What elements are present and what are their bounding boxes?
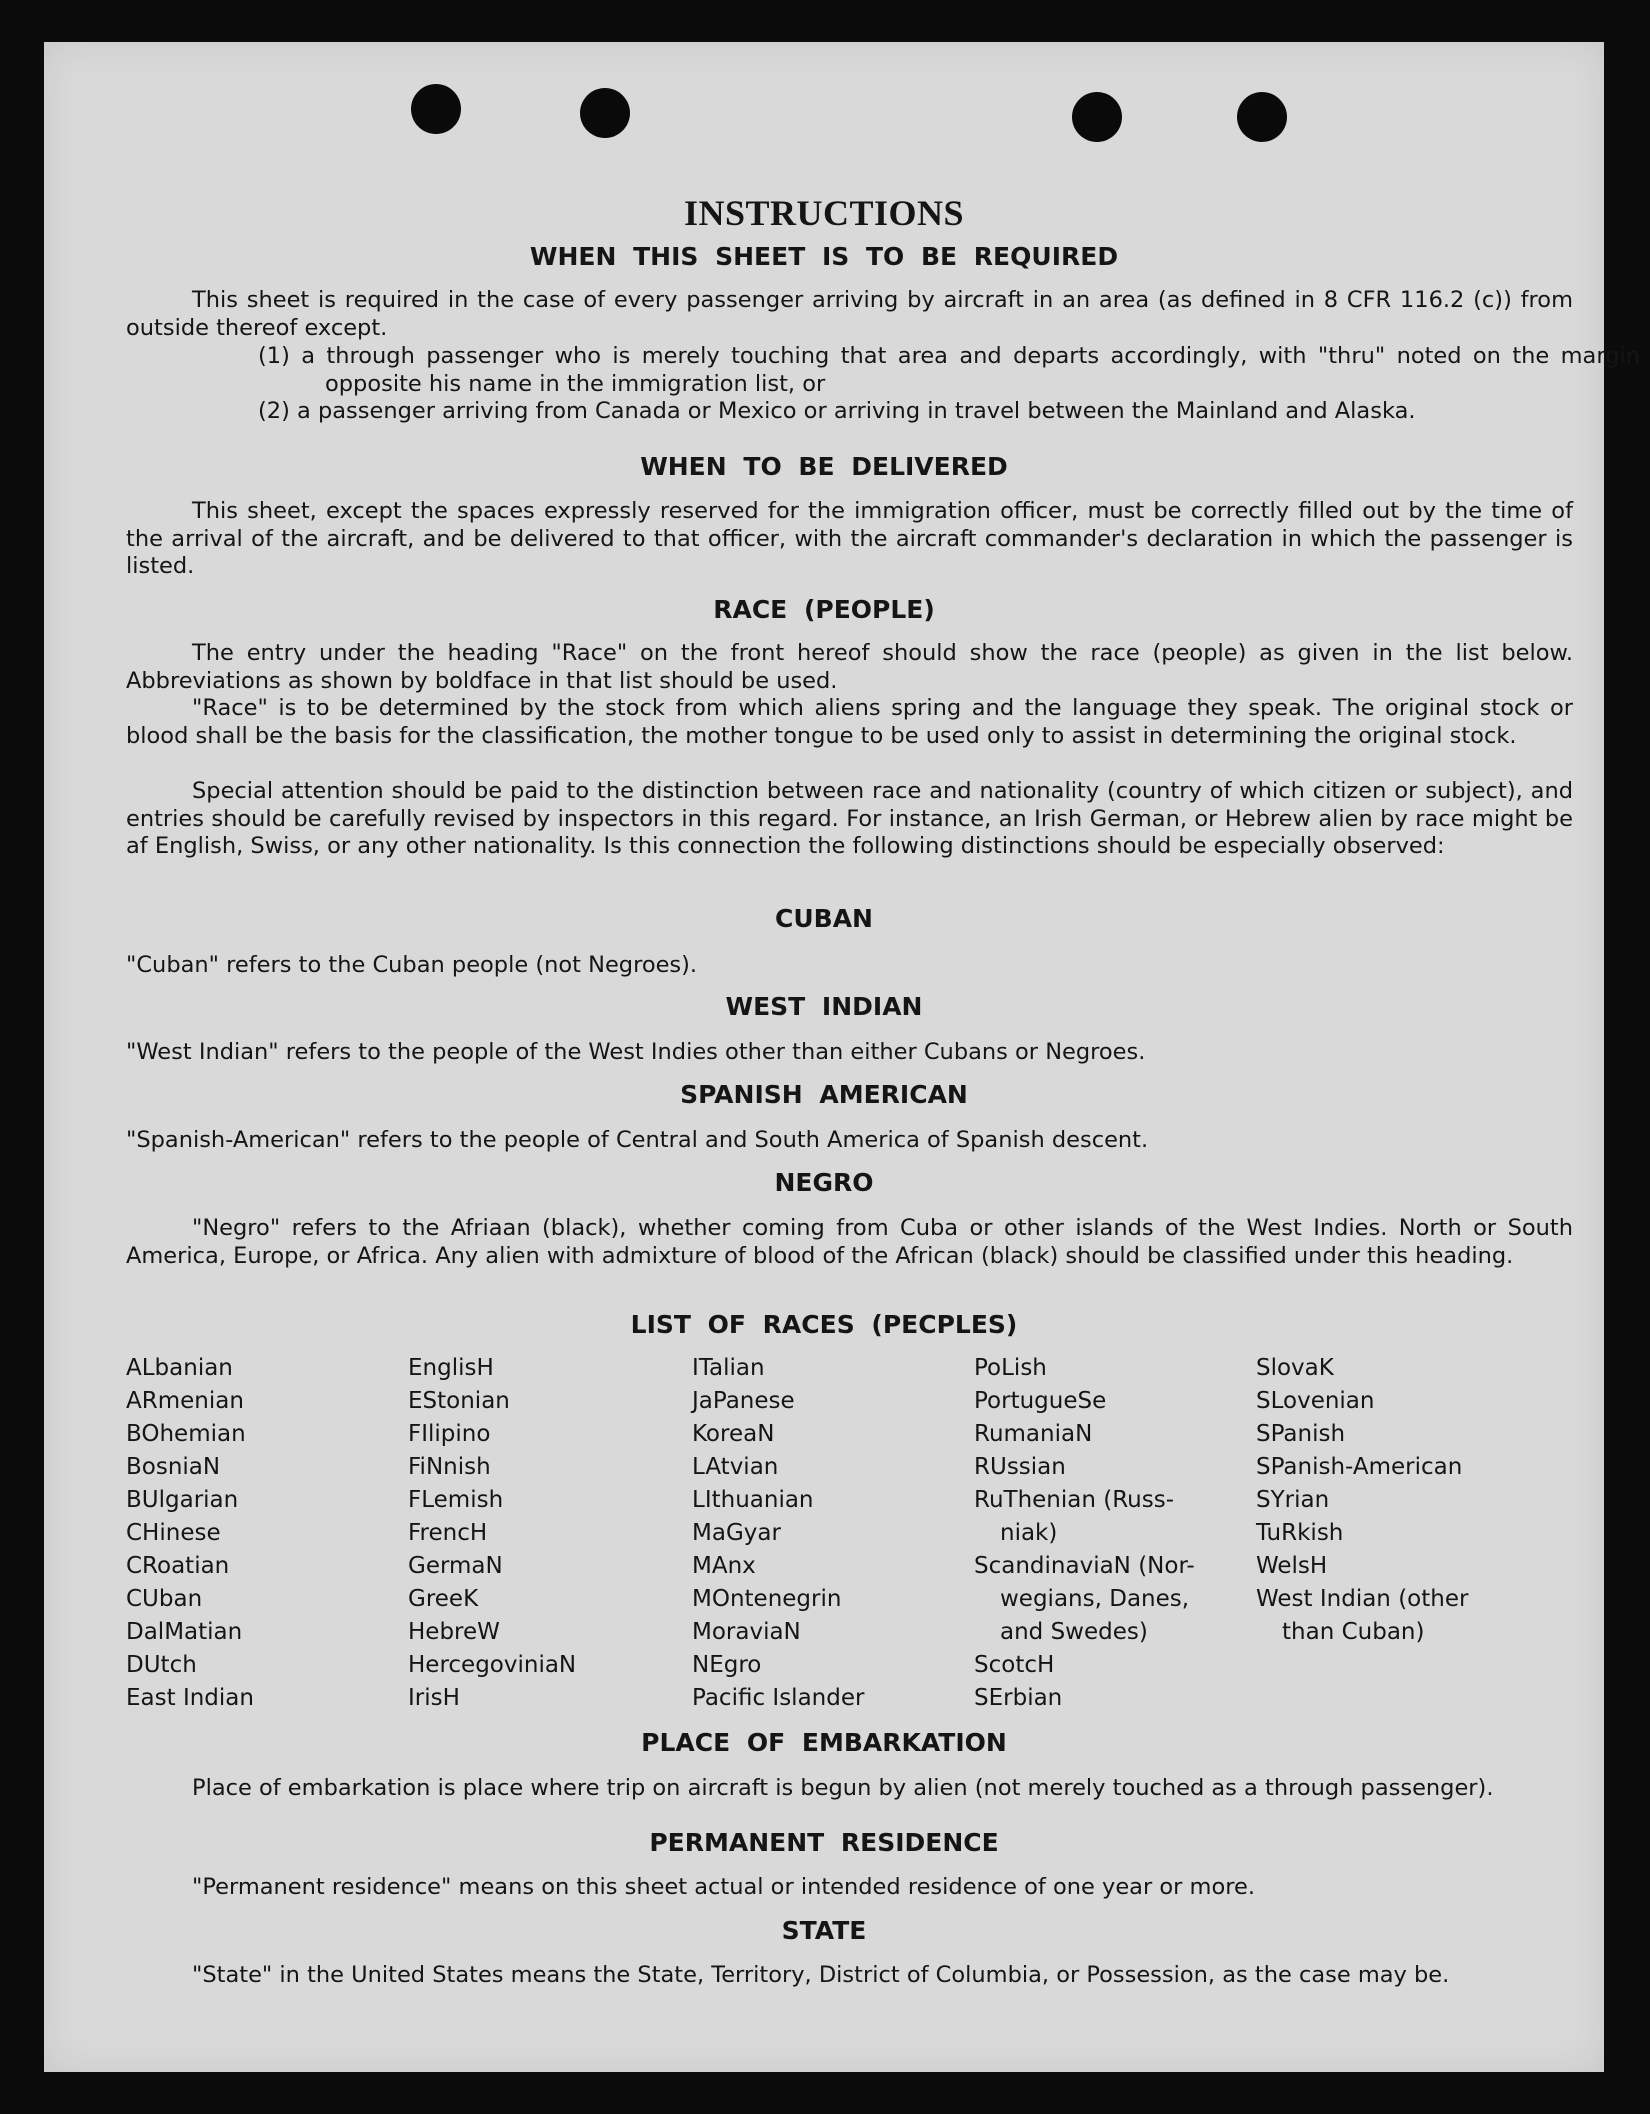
race-item: GermaN [408,1553,503,1579]
when-required-item-1: (1) a through passenger who is merely touching that area and departs accordingly, with "thru" noted on the margin opposite his name in the immigration list, or [258,343,1640,397]
race-list-column-4 [974,1352,1246,1715]
race-item: CUban [126,1586,203,1612]
race-item: West Indian (other [1256,1586,1469,1612]
race-item: BOhemian [126,1421,246,1447]
race-item: ScandinaviaN (Nor- [974,1553,1195,1579]
race-item: EStonian [408,1388,510,1414]
race-item: East Indian [126,1685,254,1711]
race-item: SErbian [974,1685,1063,1711]
race-item: DUtch [126,1652,197,1678]
race-item: SlovaK [1256,1355,1334,1381]
race-item: BUlgarian [126,1487,239,1513]
heading-cuban: CUBAN [775,904,873,933]
race-item: SPanish-American [1256,1454,1463,1480]
residence-text: "Permanent residence" means on this sheet actual or intended residence of one year or more. [192,1874,1255,1900]
negro-text: "Negro" refers to the Afriaan (black), whether coming from Cuba or other islands of the West Indies. North or South America, Europe, or Africa. Any alien with admixture of blood of the African (black) should be classified under this heading. [126,1215,1573,1269]
race-item: KoreaN [692,1421,775,1447]
race-item: GreeK [408,1586,479,1612]
race-list-column-5 [1256,1352,1556,1649]
race-item: JaPanese [692,1388,795,1414]
race-paragraph-3: Special attention should be paid to the distinction between race and nationality (country of which citizen or subject), and entries should be carefully revised by inspectors in this regard. For instance, an Irish German, or Hebrew alien by race might be af English, Swiss, or any other nationality. Is this connection the following distinctions should be especially observed: [126,778,1573,859]
race-item-continuation: wegians, Danes, [1000,1586,1190,1612]
race-list-column-1 [126,1352,398,1715]
document-page [44,42,1640,2072]
race-item: FrencH [408,1520,488,1546]
race-item: FiNnish [408,1454,491,1480]
cuban-text: "Cuban" refers to the Cuban people (not Negroes). [126,952,698,978]
race-item: TuRkish [1256,1520,1344,1546]
race-item: EnglisH [408,1355,494,1381]
race-paragraph-2: "Race" is to be determined by the stock from which aliens spring and the language they speak. The original stock or blood shall be the basis for the classification, the mother tongue to be used only to assist in determining the original stock. [126,695,1573,749]
race-list-column-3 [692,1352,964,1715]
race-item: MoraviaN [692,1619,801,1645]
embarkation-text: Place of embarkation is place where trip on aircraft is begun by alien (not merely touched as a through passenger). [192,1775,1494,1801]
spanish-american-text: "Spanish-American" refers to the people of Central and South America of Spanish descent. [126,1127,1149,1153]
page-title: INSTRUCTIONS [683,193,965,233]
heading-list-of-races: LIST OF RACES (PECPLES) [630,1310,1018,1339]
race-item: HebreW [408,1619,500,1645]
punch-hole-2 [580,88,630,138]
race-item: SYrian [1256,1487,1330,1513]
state-text: "State" in the United States means the State, Territory, District of Columbia, or Possession, as the case may be. [192,1962,1450,1988]
heading-when-required: WHEN THIS SHEET IS TO BE REQUIRED [529,242,1119,271]
race-item: Pacific Islander [692,1685,865,1711]
punch-hole-1 [411,84,461,134]
race-item: LIthuanian [692,1487,814,1513]
heading-race: RACE (PEOPLE) [713,595,935,624]
race-item: MaGyar [692,1520,781,1546]
race-item: ARmenian [126,1388,244,1414]
race-item: SLovenian [1256,1388,1375,1414]
heading-state: STATE [781,1916,867,1945]
race-item: CRoatian [126,1553,230,1579]
race-item: ALbanian [126,1355,233,1381]
race-item: ScotcH [974,1652,1055,1678]
when-required-intro: This sheet is required in the case of every passenger arriving by aircraft in an area (as defined in 8 CFR 116.2 (c)) from outside thereof except. [126,287,1573,341]
race-item: FIlipino [408,1421,491,1447]
race-item: PoLish [974,1355,1047,1381]
race-item: SPanish [1256,1421,1346,1447]
race-paragraph-1: The entry under the heading "Race" on the front hereof should show the race (people) as given in the list below. Abbreviations as shown by boldface in that list should be used. [126,640,1573,694]
west-indian-text: "West Indian" refers to the people of the West Indies other than either Cubans or Negroes. [126,1039,1146,1065]
heading-permanent-residence: PERMANENT RESIDENCE [649,1828,999,1857]
race-item: MOntenegrin [692,1586,842,1612]
race-item: CHinese [126,1520,221,1546]
race-item-continuation: and Swedes) [1000,1619,1148,1645]
race-item: DalMatian [126,1619,243,1645]
heading-west-indian: WEST INDIAN [725,992,923,1021]
punch-hole-4 [1237,92,1287,142]
punch-hole-3 [1072,92,1122,142]
heading-embarkation: PLACE OF EMBARKATION [641,1728,1007,1757]
when-delivered-text: This sheet, except the spaces expressly reserved for the immigration officer, must be correctly filled out by the time of the arrival of the aircraft, and be delivered to that officer, with the aircraft commander's declaration in which the passenger is listed. [126,498,1573,579]
race-item: RumaniaN [974,1421,1093,1447]
race-list-column-2 [408,1352,680,1715]
race-item: HercegoviniaN [408,1652,577,1678]
race-item: RUssian [974,1454,1066,1480]
race-item: MAnx [692,1553,756,1579]
when-required-item-2: (2) a passenger arriving from Canada or Mexico or arriving in travel between the Mainland and Alaska. [258,398,1416,424]
race-item: RuThenian (Russ- [974,1487,1175,1513]
race-item: FLemish [408,1487,504,1513]
race-item: BosniaN [126,1454,221,1480]
race-item: PortugueSe [974,1388,1107,1414]
race-item: WelsH [1256,1553,1328,1579]
heading-when-delivered: WHEN TO BE DELIVERED [640,452,1008,481]
heading-spanish-american: SPANISH AMERICAN [680,1080,968,1109]
heading-negro: NEGRO [774,1168,874,1197]
race-item-continuation: niak) [1000,1520,1058,1546]
race-item: LAtvian [692,1454,779,1480]
race-item: ITalian [692,1355,765,1381]
race-item: IrisH [408,1685,460,1711]
race-item-continuation: than Cuban) [1282,1619,1425,1645]
race-item: NEgro [692,1652,762,1678]
